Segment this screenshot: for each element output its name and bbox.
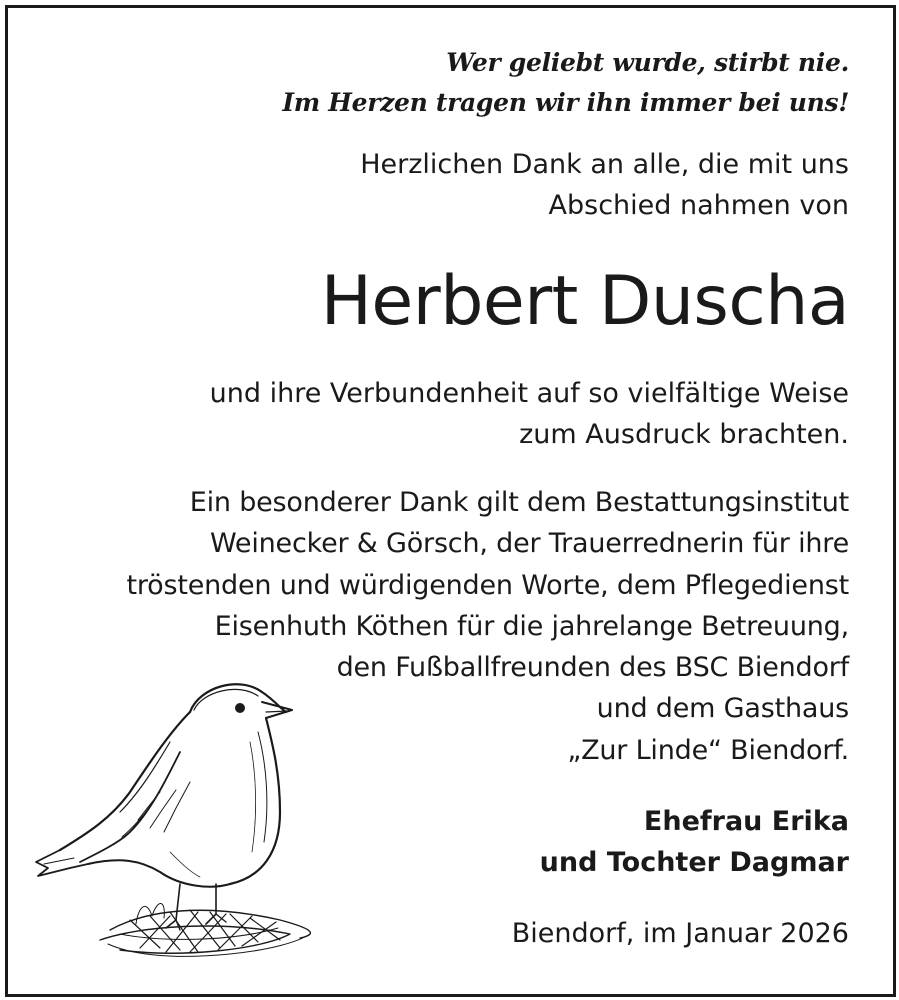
thanks-line: den Fußballfreunden des BSC Biendorf: [336, 652, 849, 684]
deceased-name: Herbert Duscha: [320, 262, 849, 341]
thanks-line: Eisenhuth Köthen für die jahrelange Betreuung,: [214, 610, 849, 642]
motto: [49, 43, 849, 123]
robin-bird-sketch-icon: [30, 672, 330, 972]
signer-line-2: und Tochter Dagmar: [539, 847, 849, 879]
thanks-line: und dem Gasthaus: [596, 693, 849, 725]
intro-line-2: Abschied nahmen von: [548, 190, 849, 221]
intro-text: [49, 144, 849, 226]
thanks-line: Weinecker & Görsch, der Trauerrednerin für ihre: [210, 528, 849, 560]
thanks-line: tröstenden und würdigenden Worte, dem Pflegedienst: [126, 569, 849, 601]
follow-line-1: und ihre Verbundenheit auf so vielfältige Weise: [209, 378, 849, 409]
place-date: Biendorf, im Januar 2026: [511, 918, 849, 950]
thanks-line: Ein besonderer Dank gilt dem Bestattungsinstitut: [189, 487, 849, 518]
motto-line-2: Im Herzen tragen wir ihn immer bei uns!: [282, 88, 849, 117]
motto-line-1: Wer geliebt wurde, stirbt nie.: [446, 48, 849, 77]
thanks-line: „Zur Linde“ Biendorf.: [567, 734, 849, 766]
intro-line-1: Herzlichen Dank an alle, die mit uns: [360, 149, 849, 180]
follow-text: [49, 373, 849, 455]
signer-line-1: Ehefrau Erika: [643, 806, 849, 838]
follow-line-2: zum Ausdruck brachten.: [519, 419, 849, 450]
